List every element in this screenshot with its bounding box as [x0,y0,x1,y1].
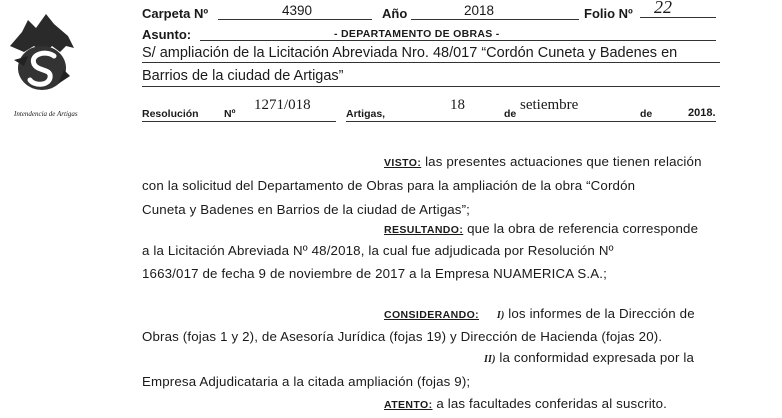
carpeta-value: 4390 [282,3,313,18]
resultando-line-2: a la Licitación Abreviada Nº 48/2018, la cual fue adjudicada por Resolución Nº [142,243,614,258]
resolucion-underline [142,121,336,122]
visto-paragraph [384,154,702,169]
considerando-text: los informes de la Dirección de [504,306,695,321]
asunto-department: - DEPARTAMENTO DE OBRAS - [334,28,500,40]
resultando-line-3: 1663/017 de fecha 9 de noviembre de 2017 a la Empresa NUAMERICA S.A.; [142,266,607,281]
place-label: Artigas, [346,108,386,120]
date-de-1: de [504,108,517,120]
considerando-2-text: la conformidad expresada por la [495,350,695,365]
asunto-underline [200,40,716,41]
atento-text: a las facultades conferidas al suscrito. [432,396,668,411]
considerando-paragraph [384,306,695,321]
anio-value: 2018 [464,3,495,18]
carpeta-underline [218,19,372,20]
asunto-line-2: Barrios de la ciudad de Artigas” [142,68,344,84]
asunto-label: Asunto: [142,27,192,42]
resolucion-label: Resolución [142,108,199,120]
resolucion-value: 1271/018 [254,97,311,113]
folio-underline [640,17,716,18]
anio-label: Año [382,6,408,21]
date-day: 18 [450,97,465,113]
visto-label: VISTO: [384,157,422,169]
visto-line-3: Cuneta y Badenes en Barrios de la ciudad de Artigas”; [142,202,471,217]
logo-caption: Intendencia de Artigas [14,110,78,118]
resultando-paragraph [384,221,698,236]
considerando-line-2: Obras (fojas 1 y 2), de Asesoría Jurídica (fojas 19) y Dirección de Hacienda (fojas 20). [142,329,663,344]
atento-label: ATENTO: [384,399,433,411]
resultando-label: RESULTANDO: [384,224,464,236]
carpeta-label: Carpeta Nº [142,6,209,21]
considerando-2-line-2: Empresa Adjudicataria a la citada ampliación (fojas 9); [142,374,471,389]
intendencia-logo [6,6,78,118]
date-year: 2018. [688,107,716,119]
anio-underline [411,19,579,20]
considerando-roman-1: I) [496,310,505,321]
resultando-text: que la obra de referencia corresponde [463,221,699,236]
asunto-line-1: S/ ampliación de la Licitación Abreviada Nro. 48/017 “Cordón Cuneta y Badenes en [142,45,678,61]
date-underline [346,121,716,122]
date-month: setiembre [520,97,579,113]
intendencia-seal-icon [6,6,78,102]
atento-paragraph [384,396,667,411]
visto-line-2: con la solicitud del Departamento de Obras para la ampliación de la obra “Cordón [142,178,636,193]
visto-text: las presentes actuaciones que tienen relación [421,154,702,169]
folio-value: 22 [654,0,672,17]
folio-label: Folio Nº [584,6,633,21]
resolucion-n-label: Nº [224,108,236,120]
considerando-2-paragraph [484,350,694,365]
asunto-line-2-underline [142,86,720,87]
date-de-2: de [640,108,653,120]
asunto-line-1-underline [142,62,720,63]
considerando-label: CONSIDERANDO: [384,309,480,321]
considerando-roman-2: II) [484,354,496,365]
